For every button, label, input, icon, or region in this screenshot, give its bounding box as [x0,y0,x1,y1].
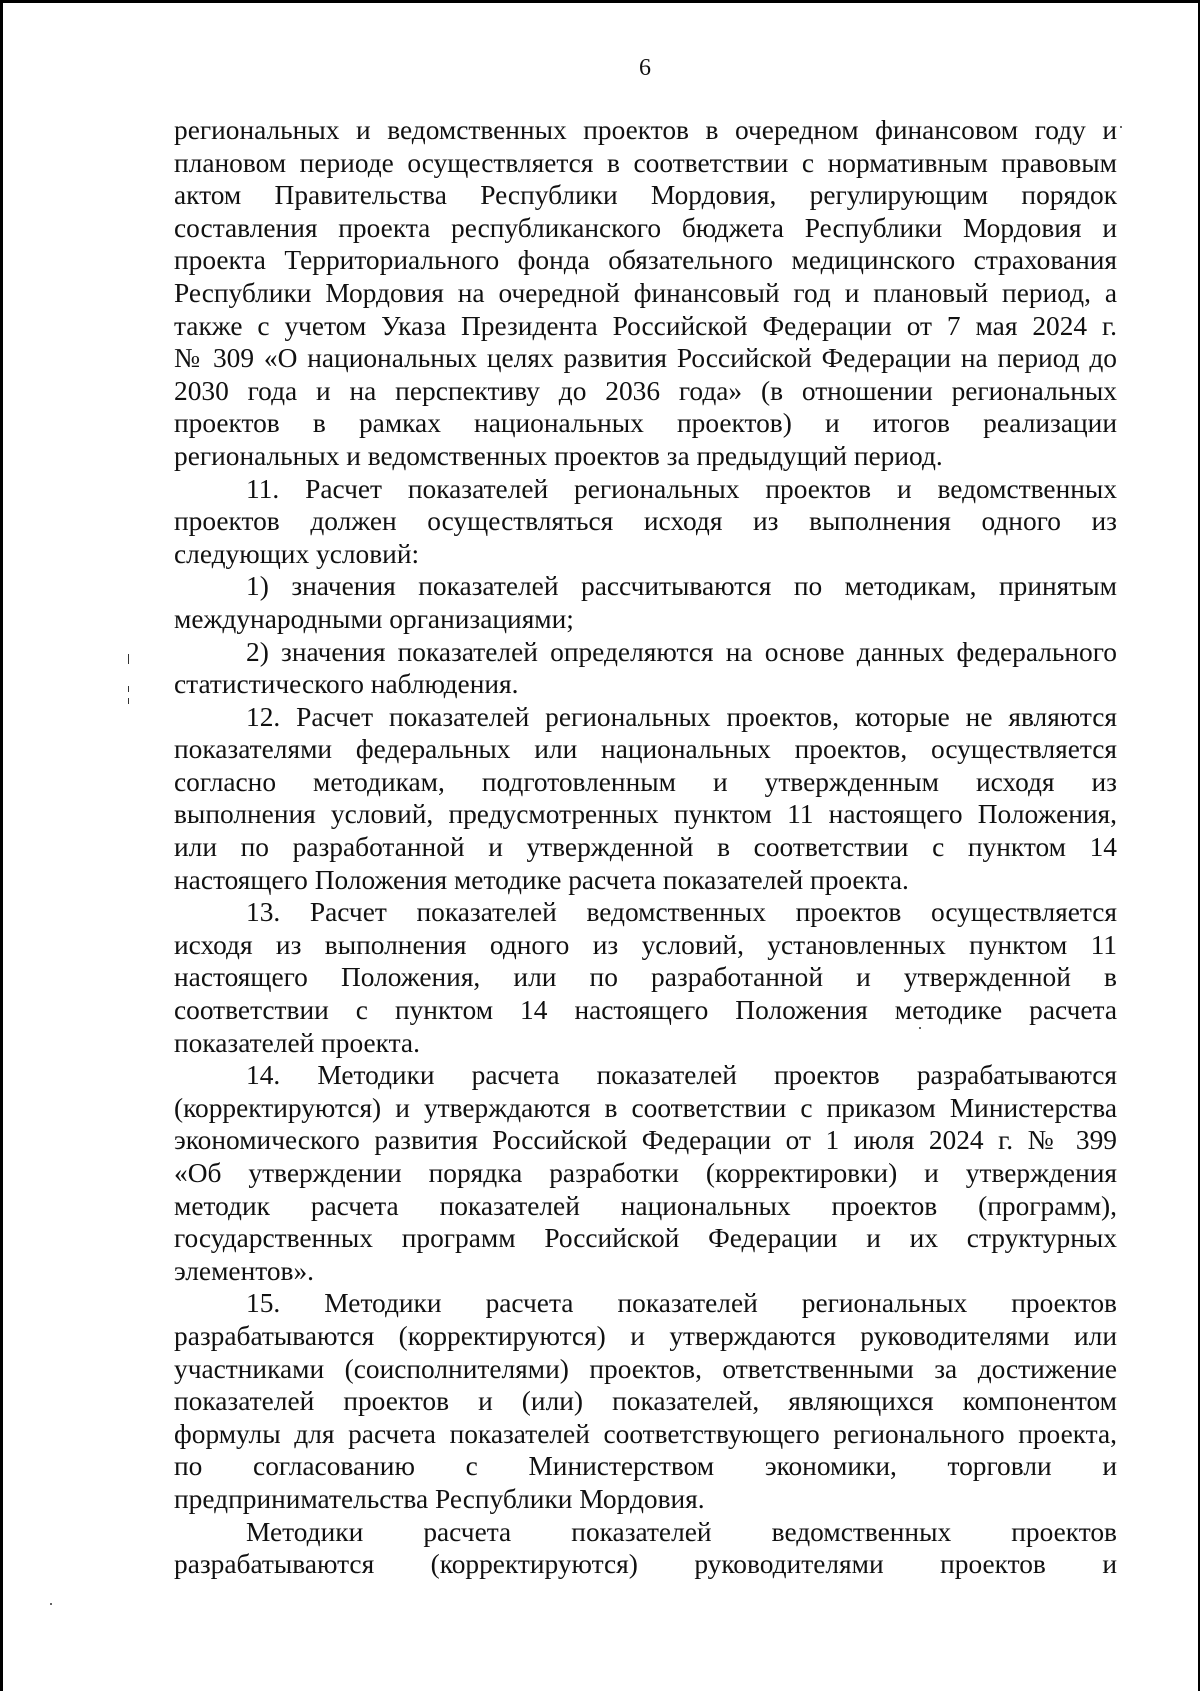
text-line: 15. Методики расчета показателей региональных проектов [246,1288,1117,1319]
text-line: настоящего Положения методике расчета показателей проекта. [174,864,909,895]
text-line: настоящего Положения, или по разработанной и утвержденной в [174,962,1117,993]
scan-speck [919,1027,921,1029]
text-line: 13. Расчет показателей ведомственных проектов осуществляется [246,897,1117,928]
text-line: методик расчета показателей национальных проектов (программ), [174,1190,1117,1221]
text-line: международными организациями; [174,603,574,634]
text-line: элементов». [174,1255,315,1286]
text-line: следующих условий: [174,538,420,569]
text-line: или по разработанной и утвержденной в соответствии с пунктом 14 [174,832,1117,863]
scan-speck [1120,126,1122,128]
text-line: 1) значения показателей рассчитываются по методикам, принятым [246,571,1117,602]
text-line: выполнения условий, предусмотренных пунктом 11 настоящего Положения, [174,799,1117,830]
text-line: (корректируются) и утверждаются в соответствии с приказом Министерства [174,1092,1117,1123]
text-line: № 309 «О национальных целях развития Российской Федерации на период до [174,343,1117,374]
text-line: проектов должен осуществляться исходя из выполнения одного из [174,506,1117,537]
text-line: составления проекта республиканского бюджета Республики Мордовия и [174,212,1117,243]
page-number: 6 [639,55,651,81]
text-line: показателей проектов и (или) показателей, являющихся компонентом [174,1386,1117,1417]
text-line: региональных и ведомственных проектов в очередном финансовом году и [174,115,1117,145]
text-line: 12. Расчет показателей региональных проектов, которые не являются [246,701,1117,732]
text-line: согласно методикам, подготовленным и утвержденным исходя из [174,766,1117,797]
text-line: «Об утверждении порядка разработки (корректировки) и утверждения [174,1158,1117,1188]
text-line: показателей проекта. [174,1027,420,1058]
text-line: соответствии с пунктом 14 настоящего Положения методике расчета [174,995,1117,1026]
text-line: Республики Мордовия на очередной финансовый год и плановый период, а [174,277,1117,308]
text-line: участниками (соисполнителями) проектов, ответственными за достижение [174,1353,1117,1384]
margin-mark [128,686,129,692]
text-line: проекта Территориального фонда обязательного медицинского страхования [174,245,1117,276]
text-line: 2) значения показателей определяются на основе данных федерального [246,636,1117,667]
text-line: предпринимательства Республики Мордовия. [174,1483,705,1514]
text-line: проектов в рамках национальных проектов) и итогов реализации [174,408,1117,439]
scan-border-left [0,0,3,1691]
text-line: разрабатываются (корректируются) и утверждаются руководителями или [174,1320,1117,1351]
text-line: также с учетом Указа Президента Российской Федерации от 7 мая 2024 г. [174,310,1117,341]
scan-speck [50,1603,52,1605]
text-line: разрабатываются (корректируются) руководителями проектов и [174,1549,1117,1580]
scan-border-top [0,0,1200,3]
text-line: исходя из выполнения одного из условий, установленных пунктом 11 [174,929,1117,960]
text-line: показателями федеральных или национальных проектов, осуществляется [174,734,1117,765]
text-line: региональных и ведомственных проектов за предыдущий период. [174,440,943,471]
text-line: 14. Методики расчета показателей проектов разрабатываются [246,1060,1117,1091]
text-line: актом Правительства Республики Мордовия, регулирующим порядок [174,180,1117,211]
text-line: статистического наблюдения. [174,669,519,700]
margin-mark [128,654,129,664]
text-line: Методики расчета показателей ведомственных проектов [246,1516,1117,1547]
text-line: 11. Расчет показателей региональных проектов и ведомственных [246,473,1117,504]
margin-mark [128,698,129,704]
text-line: экономического развития Российской Федерации от 1 июля 2024 г. № 399 [174,1125,1117,1156]
text-line: формулы для расчета показателей соответствующего регионального проекта, [174,1418,1117,1449]
text-line: плановом периоде осуществляется в соответствии с нормативным правовым [174,147,1117,178]
body-text [174,114,1117,1581]
text-line: 2030 года и на перспективу до 2036 года» (в отношении региональных [174,375,1117,406]
text-line: по согласованию с Министерством экономики, торговли и [174,1451,1117,1482]
text-line: государственных программ Российской Федерации и их структурных [174,1223,1117,1254]
